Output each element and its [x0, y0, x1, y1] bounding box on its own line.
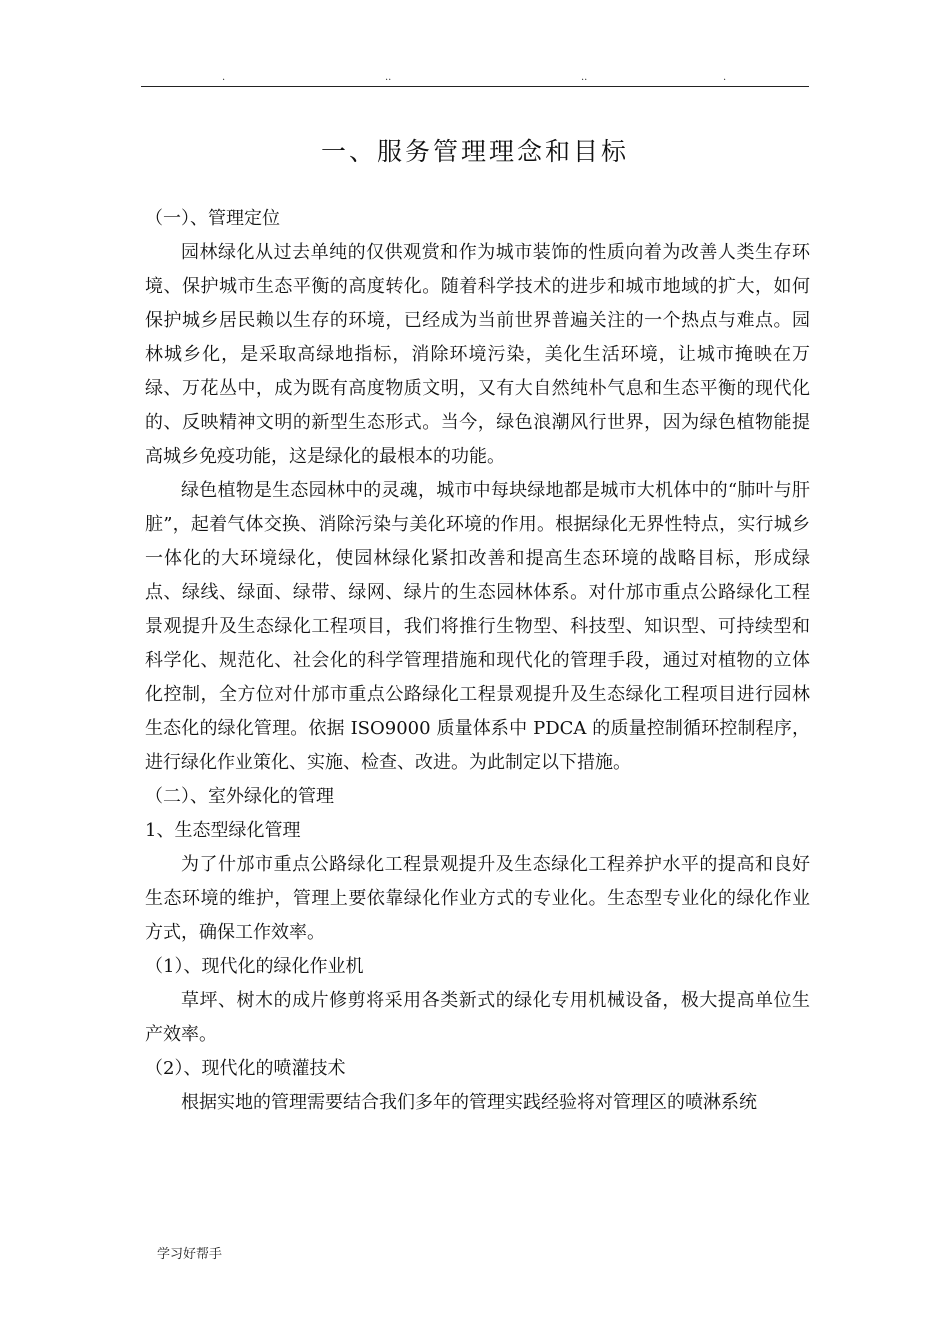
paragraph: 绿色植物是生态园林中的灵魂，城市中每块绿地都是城市大机体中的“肺叶与肝脏”，起着气体交换、消除污染与美化环境的作用。根据绿化无界性特点，实行城乡一体化的大环境绿化，使园林绿化紧扣改善和提高生态环境的战略目标，形成绿点、绿线、绿面、绿带、绿网、绿片的生态园林体系。对什邡市重点公路绿化工程景观提升及生态绿化工程项目，我们将推行生物型、科技型、知识型、可持续型和科学化、规范化、社会化的科学管理措施和现代化的管理手段，通过对植物的立体化控制，全方位对什邡市重点公路绿化工程景观提升及生态绿化工程项目进行园林生态化的绿化管理。依据 ISO9000 质量体系中 PDCA 的质量控制循环控制程序，进行绿化作业策化、实施、检查、改进。为此制定以下措施。: [145, 480, 810, 773]
header-dot: .: [723, 72, 727, 83]
page-title: 一、服务管理理念和目标: [320, 136, 629, 166]
header-dot: ..: [385, 72, 392, 83]
header-dot: .: [222, 72, 226, 83]
paragraph: 根据实地的管理需要结合我们多年的管理实践经验将对管理区的喷淋系统: [181, 1092, 757, 1113]
item-heading: （2）、现代化的喷灌技术: [145, 1058, 346, 1079]
header-dot: ..: [581, 72, 588, 83]
paragraph: 园林绿化从过去单纯的仅供观赏和作为城市装饰的性质向着为改善人类生存环境、保护城市生态平衡的高度转化。随着科学技术的进步和城市地域的扩大，如何保护城乡居民赖以生存的环境，已经成为当前世界普遍关注的一个热点与难点。园林城乡化，是采取高绿地指标，消除环境污染，美化生活环境，让城市掩映在万绿、万花丛中，成为既有高度物质文明，又有大自然纯朴气息和生态平衡的现代化的、反映精神文明的新型生态形式。当今，绿色浪潮风行世界，因为绿色植物能提高城乡免疫功能，这是绿化的最根本的功能。: [145, 242, 810, 467]
header-dots: [141, 72, 809, 84]
section-heading: （二）、室外绿化的管理: [145, 786, 334, 807]
item-heading: （1）、现代化的绿化作业机: [145, 956, 364, 977]
paragraph: 草坪、树木的成片修剪将采用各类新式的绿化专用机械设备，极大提高单位生产效率。: [145, 990, 810, 1045]
section-heading: （一）、管理定位: [145, 208, 280, 229]
page-footer: 学习好帮手: [157, 1247, 223, 1262]
paragraph: 为了什邡市重点公路绿化工程景观提升及生态绿化工程养护水平的提高和良好生态环境的维护，管理上要依靠绿化作业方式的专业化。生态型专业化的绿化作业方式，确保工作效率。: [145, 854, 810, 943]
document-body: [145, 202, 810, 1120]
subsection-heading: 1、生态型绿化管理: [145, 820, 301, 841]
header-rule: [141, 86, 809, 87]
